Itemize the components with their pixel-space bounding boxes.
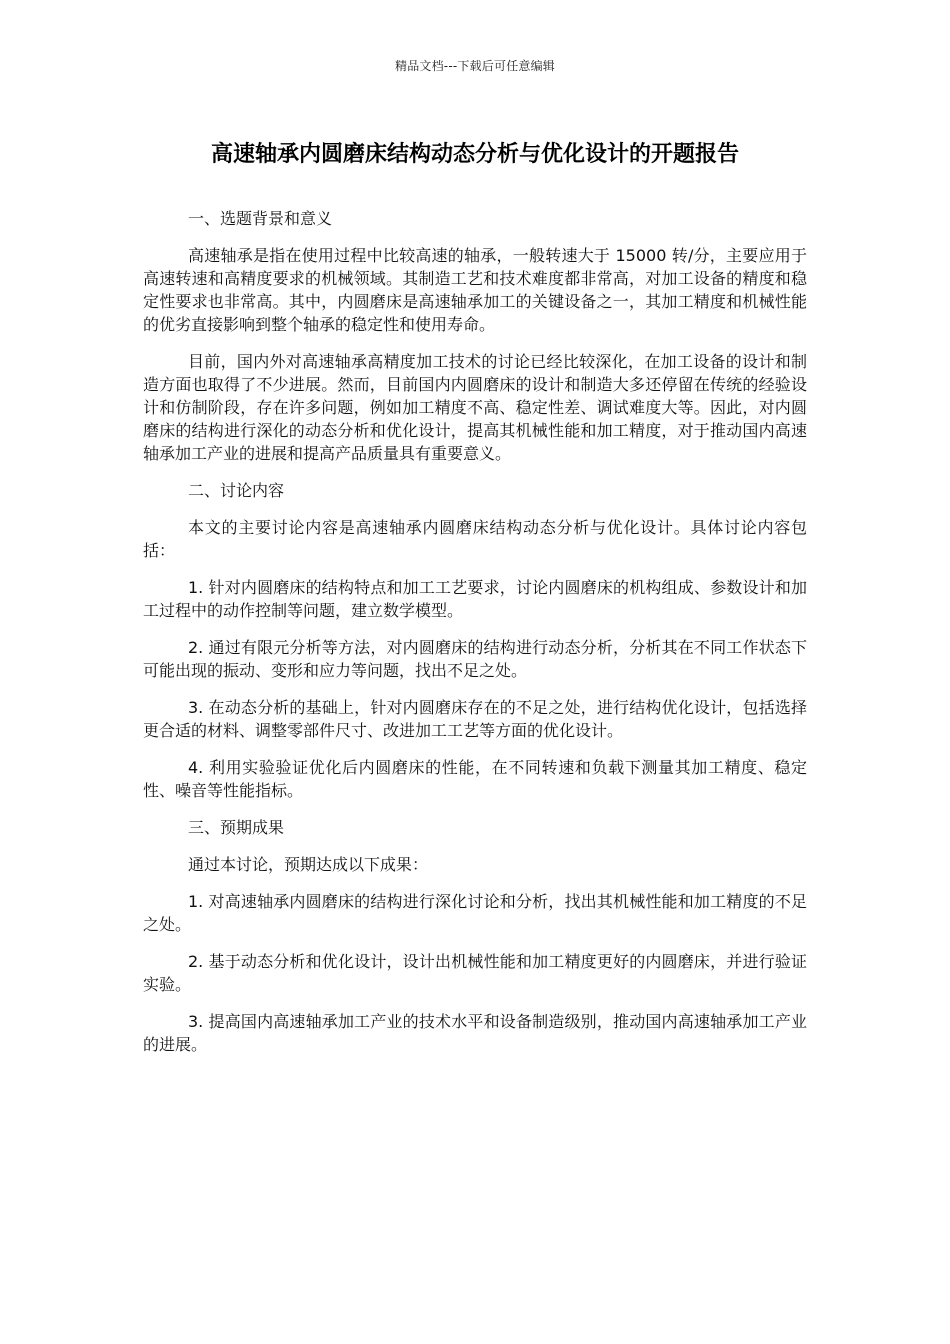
document-title: 高速轴承内圆磨床结构动态分析与优化设计的开题报告: [210, 142, 739, 167]
section-heading-content: 二、讨论内容: [188, 481, 285, 500]
results-item-1: 1. 对高速轴承内圆磨床的结构进行深化讨论和分析，找出其机械性能和加工精度的不足之处。: [143, 892, 807, 934]
results-item-3: 3. 提高国内高速轴承加工产业的技术水平和设备制造级别，推动国内高速轴承加工产业的进展。: [143, 1012, 807, 1054]
section-heading-background: 一、选题背景和意义: [188, 209, 333, 228]
results-item-2: 2. 基于动态分析和优化设计，设计出机械性能和加工精度更好的内圆磨床，并进行验证实验。: [143, 952, 807, 994]
results-intro: 通过本讨论，预期达成以下成果：: [188, 855, 429, 874]
background-paragraph-1: 高速轴承是指在使用过程中比较高速的轴承，一般转速大于 15000 转/分，主要应用于高速转速和高精度要求的机械领域。其制造工艺和技术难度都非常高，对加工设备的精度和稳定性要求也非常高。其中，内圆磨床是高速轴承加工的关键设备之一，其加工精度和机械性能的优劣直接影响到整个轴承的稳定性和使用寿命。: [143, 246, 807, 334]
section-heading-results: 三、预期成果: [188, 818, 285, 837]
header-note: 精品文档---下载后可任意编辑: [395, 59, 555, 73]
content-item-2: 2. 通过有限元分析等方法，对内圆磨床的结构进行动态分析，分析其在不同工作状态下可能出现的振动、变形和应力等问题，找出不足之处。: [143, 638, 807, 680]
content-intro: 本文的主要讨论内容是高速轴承内圆磨床结构动态分析与优化设计。具体讨论内容包括：: [143, 518, 807, 560]
content-item-1: 1. 针对内圆磨床的结构特点和加工工艺要求，讨论内圆磨床的机构组成、参数设计和加工过程中的动作控制等问题，建立数学模型。: [143, 578, 807, 620]
content-item-3: 3. 在动态分析的基础上，针对内圆磨床存在的不足之处，进行结构优化设计，包括选择更合适的材料、调整零部件尺寸、改进加工工艺等方面的优化设计。: [143, 698, 807, 740]
content-item-4: 4. 利用实验验证优化后内圆磨床的性能，在不同转速和负载下测量其加工精度、稳定性、噪音等性能指标。: [143, 758, 807, 800]
background-paragraph-2: 目前，国内外对高速轴承高精度加工技术的讨论已经比较深化，在加工设备的设计和制造方面也取得了不少进展。然而，目前国内内圆磨床的设计和制造大多还停留在传统的经验设计和仿制阶段，存在许多问题，例如加工精度不高、稳定性差、调试难度大等。因此，对内圆磨床的结构进行深化的动态分析和优化设计，提高其机械性能和加工精度，对于推动国内高速轴承加工产业的进展和提高产品质量具有重要意义。: [143, 352, 807, 463]
document-body: [143, 207, 807, 1070]
